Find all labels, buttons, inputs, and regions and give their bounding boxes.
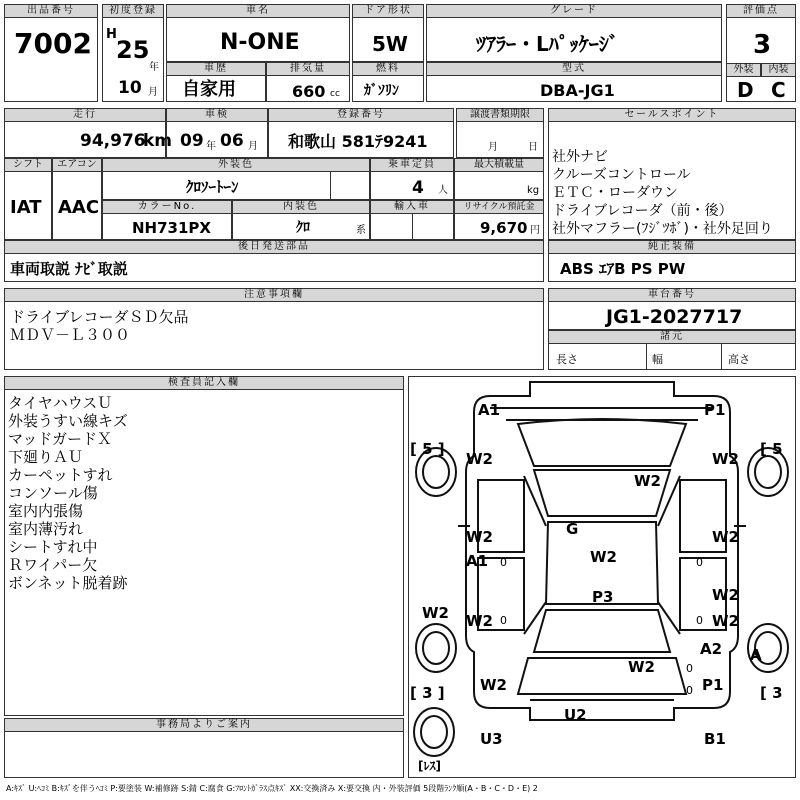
history: 自家用 — [182, 79, 236, 100]
damage-mark: W2 — [422, 604, 449, 622]
color-no: NH731PX — [132, 219, 211, 237]
damage-mark: W2 — [466, 528, 493, 546]
first-reg-header: 初度登録 — [102, 4, 164, 18]
zero-mark: 0 — [686, 684, 693, 697]
sales-points-header: セールスポイント — [548, 108, 796, 122]
note-line: ドライブレコーダＳＤ欠品 — [10, 308, 189, 326]
damage-mark: W2 — [712, 586, 739, 604]
import-divider — [412, 214, 454, 240]
office-header: 事務局よりご案内 — [4, 718, 404, 732]
inspection-year: 09 — [180, 131, 204, 151]
displacement-unit: cc — [330, 89, 340, 99]
damage-mark: B1 — [704, 730, 726, 748]
inspector-note: 下廻りＡＵ — [8, 448, 84, 466]
inspection-header: 車検 — [166, 108, 268, 122]
ext-color-divider — [330, 172, 370, 200]
later-parts: 車両取説 ﾅﾋﾞ取説 — [10, 260, 128, 278]
color-no-header: カラーNo. — [102, 200, 232, 214]
sales-point: 社外ナビ — [552, 149, 608, 165]
damage-mark: [ 5 ] — [410, 440, 445, 458]
zero-mark: 0 — [696, 614, 703, 627]
ext-color: ｸﾛｿｰﾄｰﾝ — [186, 178, 239, 196]
damage-mark: P3 — [592, 588, 614, 606]
door-type: 5W — [372, 32, 408, 56]
damage-mark: A1 — [478, 401, 501, 419]
exterior-header: 外装 — [726, 63, 761, 77]
zero-mark: 0 — [500, 614, 507, 627]
mileage-unit: km — [143, 131, 173, 151]
reg-month-unit: 月 — [148, 87, 158, 98]
mileage: 94,976 — [80, 131, 146, 151]
genuine-equip: ABS ｴｱB PS PW — [560, 260, 686, 278]
score: 3 — [753, 30, 772, 60]
specs-header: 諸元 — [548, 330, 796, 344]
damage-mark: W2 — [712, 450, 739, 468]
recycle-unit: 円 — [530, 225, 540, 236]
fuel-header: 燃料 — [352, 62, 424, 76]
damage-mark: [ 3 ] — [410, 684, 445, 702]
damage-mark: W2 — [466, 612, 493, 630]
capacity-header: 乗車定員 — [370, 158, 454, 172]
damage-mark: W2 — [480, 676, 507, 694]
damage-mark: W2 — [590, 548, 617, 566]
inspection-year-unit: 年 — [206, 141, 216, 152]
import-header: 輸入車 — [370, 200, 454, 214]
zero-mark: 0 — [686, 662, 693, 675]
transfer-month: 月 — [488, 142, 498, 153]
grade-header: グレード — [426, 4, 722, 18]
sales-point: ＥＴＣ・ローダウン — [552, 185, 678, 201]
inspector-header: 検査員記入欄 — [4, 376, 404, 390]
fuel: ｶﾞｿﾘﾝ — [364, 83, 399, 99]
capacity-unit: 人 — [438, 185, 448, 196]
inspection-month: 06 — [220, 131, 244, 151]
damage-mark: W2 — [628, 658, 655, 676]
zero-mark: 0 — [500, 556, 507, 569]
max-load-header: 最大積載量 — [454, 158, 544, 172]
history-header: 車歴 — [166, 62, 266, 76]
transfer-header: 譲渡書類期限 — [456, 108, 544, 122]
interior-header: 内装 — [761, 63, 796, 77]
plate-number: 和歌山 581ﾃ9241 — [288, 132, 428, 151]
lot-number-header: 出品番号 — [4, 4, 98, 18]
damage-mark: A2 — [700, 640, 723, 658]
damage-mark: A — [750, 646, 762, 664]
damage-mark: U2 — [564, 706, 587, 724]
car-diagram — [408, 376, 796, 778]
int-color: ｸﾛ — [296, 220, 310, 236]
chassis-header: 車台番号 — [548, 288, 796, 302]
ext-color-header: 外装色 — [102, 158, 370, 172]
inspector-note: ボンネット脱着跡 — [8, 574, 128, 592]
damage-mark: A1 — [466, 552, 489, 570]
inspector-note: マッドガードＸ — [8, 430, 112, 448]
exterior-grade: D — [737, 78, 754, 102]
reg-year-unit: 年 — [149, 62, 159, 73]
int-color-suffix: 系 — [356, 225, 366, 236]
max-load-unit: kg — [527, 185, 540, 196]
damage-mark: [ﾚｽ] — [418, 759, 441, 773]
car-name-header: 車名 — [166, 4, 350, 18]
damage-mark: W2 — [712, 528, 739, 546]
era-mark: H — [106, 27, 117, 42]
reg-year: 25 — [116, 36, 150, 64]
lot-number: 7002 — [14, 27, 92, 60]
shift-header: シフト — [4, 158, 52, 172]
damage-mark: W2 — [466, 450, 493, 468]
aircon: AAC — [58, 197, 100, 218]
notes-header: 注意事項欄 — [4, 288, 544, 302]
sales-point: ドライブレコーダ（前・後） — [552, 203, 733, 219]
damage-mark: G — [566, 520, 579, 538]
recycle-fee: 9,670 — [480, 219, 528, 237]
inspector-note: 外装うすい線キズ — [8, 412, 128, 430]
genuine-equip-header: 純正装備 — [548, 240, 796, 254]
sales-point: クルーズコントロール — [552, 167, 691, 183]
inspector-notes-list — [8, 394, 128, 592]
inspector-note: コンソール傷 — [8, 484, 98, 502]
sales-point: 社外マフラー(ﾌｼﾞﾂﾎﾞ)・社外足回り — [552, 221, 773, 237]
recycle-header: リサイクル預託金 — [454, 200, 544, 214]
car-name: N-ONE — [220, 30, 300, 55]
inspector-note: カーペットすれ — [8, 466, 113, 484]
damage-mark: P1 — [704, 401, 726, 419]
model-code-header: 型式 — [426, 62, 722, 76]
note-line: ＭＤＶ－Ｌ３００ — [10, 326, 131, 344]
inspector-note: シートすれ中 — [8, 538, 98, 556]
damage-mark: [ 3 — [760, 684, 783, 702]
inspector-note: Ｒワイパー欠 — [8, 556, 98, 574]
spec-height-label: 高さ — [728, 353, 750, 366]
displacement: 660 — [292, 82, 326, 101]
inspector-note: 室内薄汚れ — [8, 520, 84, 538]
zero-mark: 0 — [696, 556, 703, 569]
damage-mark: P1 — [702, 676, 724, 694]
interior-grade: C — [771, 78, 786, 102]
reg-month: 10 — [118, 78, 142, 98]
inspection-month-unit: 月 — [248, 141, 258, 152]
spec-length-label: 長さ — [556, 353, 578, 366]
chassis-number: JG1-2027717 — [606, 306, 743, 328]
sales-points-list — [552, 148, 773, 238]
inspector-note: 室内内張傷 — [8, 502, 84, 520]
score-header: 評価点 — [726, 4, 796, 18]
displacement-header: 排気量 — [266, 62, 350, 76]
model-code: DBA-JG1 — [540, 81, 615, 100]
reg-no-header: 登録番号 — [268, 108, 454, 122]
notes-list — [10, 308, 189, 344]
damage-mark: U3 — [480, 730, 503, 748]
damage-mark: W2 — [712, 612, 739, 630]
legend: A:ｷｽﾞ U:ﾍｺﾐ B:ｷｽﾞを伴うﾍｺﾐ P:要塗装 W:補修跡 S:錆 C:腐食 G:ﾌﾛﾝﾄｶﾞﾗｽ点ｷｽﾞ XX:交換済み X:要交換 内・外装評価 5段階ﾗﾝｸ順(A・B・C・D・E) 2 — [6, 784, 538, 793]
aircon-header: エアコン — [52, 158, 102, 172]
grade: ﾂｱﾗｰ・Lﾊﾟｯｹｰｼﾞ — [476, 32, 619, 56]
spec-width-label: 幅 — [652, 353, 663, 366]
capacity: 4 — [412, 178, 424, 198]
mileage-header: 走行 — [4, 108, 166, 122]
shift: IAT — [10, 197, 42, 218]
later-parts-header: 後日発送部品 — [4, 240, 544, 254]
int-color-header: 内装色 — [232, 200, 370, 214]
inspector-note: タイヤハウスＵ — [8, 394, 113, 412]
damage-mark: W2 — [634, 472, 661, 490]
door-header: ドア形状 — [352, 4, 424, 18]
damage-mark: [ 5 — [760, 440, 783, 458]
transfer-day: 日 — [528, 142, 538, 153]
